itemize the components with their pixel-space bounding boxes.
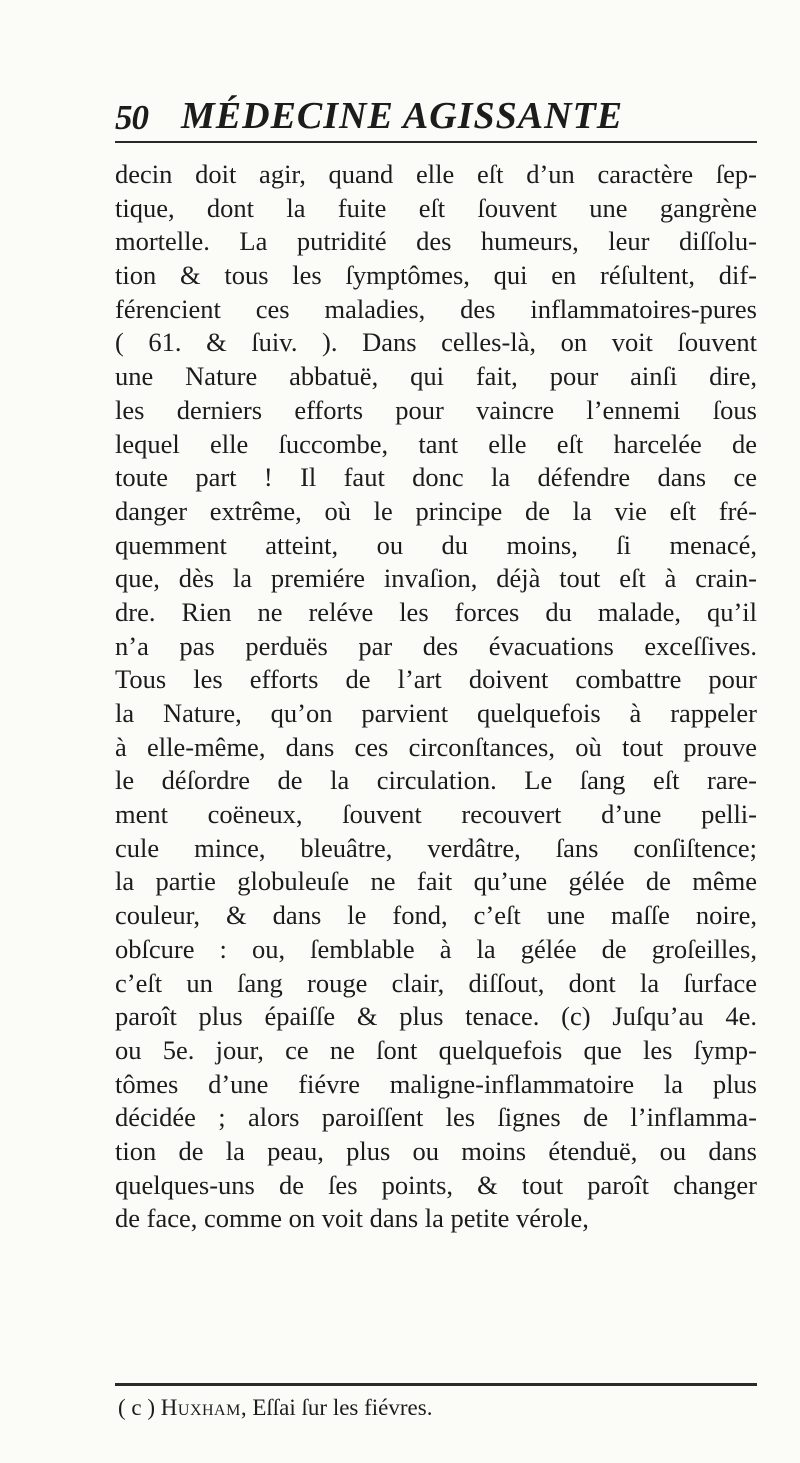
text-line: couleur, & dans le fond, c’eſt une maſſe noire, — [115, 900, 757, 931]
text-line: cule mince, bleuâtre, verdâtre, ſans conſiſtence; — [115, 832, 757, 863]
text-line: n’a pas perduës par des évacuations exceſſives. — [115, 630, 757, 661]
footnote-rule — [115, 1383, 757, 1386]
text-line: tion & tous les ſymptômes, qui en réſultent, dif- — [115, 260, 757, 291]
text-line: la partie globuleuſe ne fait qu’une gélée de même — [115, 866, 757, 897]
text-line: à elle-même, dans ces circonſtances, où tout prouve — [115, 731, 757, 762]
text-line: une Nature abbatuë, qui fait, pour ainſi dire, — [115, 361, 757, 392]
text-line: quelques-uns de ſes points, & tout paroît changer — [115, 1169, 757, 1200]
text-line: decin doit agir, quand elle eſt d’un caractère ſep- — [115, 159, 757, 189]
text-line: obſcure : ou, ſemblable à la gélée de groſeilles, — [115, 933, 757, 964]
text-line: de face, comme on voit dans la petite vérole, — [115, 1203, 589, 1234]
text-line: tômes d’une fiévre maligne-inflammatoire la plus — [115, 1068, 757, 1099]
text-line: ( 61. & ſuiv. ). Dans celles-là, on voit ſouvent — [115, 327, 757, 358]
running-title: MÉDECINE AGISSANTE — [181, 95, 624, 137]
footnote-author: Huxham — [160, 1395, 241, 1420]
page-header — [115, 95, 755, 142]
text-line: mortelle. La putridité des humeurs, leur diſſolu- — [115, 226, 757, 257]
text-line: tique, dont la fuite eſt ſouvent une gangrène — [115, 192, 757, 223]
footnote-text: , Eſſai ſur les fiévres. — [240, 1395, 433, 1420]
text-line: la Nature, qu’on parvient quelquefois à rappeler — [115, 698, 757, 728]
text-line: c’eſt un ſang rouge clair, diſſout, dont la ſurface — [115, 967, 757, 998]
text-line: quemment atteint, ou du moins, ſi menacé, — [115, 529, 757, 560]
text-line: que, dès la premiére invaſion, déjà tout eſt à crain- — [115, 563, 757, 594]
text-line: paroît plus épaiſſe & plus tenace. (c) Juſqu’au 4e. — [115, 1001, 757, 1032]
text-line: férencient ces maladies, des inflammatoires-pures — [115, 293, 757, 324]
text-line: danger extrême, où le principe de la vie eſt fré- — [115, 495, 757, 526]
footnote-marker: ( c ) — [118, 1395, 156, 1420]
text-line: le déſordre de la circulation. Le ſang eſt rare- — [115, 765, 757, 796]
text-line: tion de la peau, plus ou moins étenduë, ou dans — [115, 1135, 757, 1166]
text-line: lequel elle ſuccombe, tant elle eſt harcelée de — [115, 428, 757, 459]
text-line: Tous les efforts de l’art doivent combattre pour — [115, 664, 757, 695]
page-number: 50 — [115, 98, 148, 137]
text-line: les derniers efforts pour vaincre l’ennemi ſous — [115, 394, 757, 425]
header-rule — [115, 141, 757, 143]
body-text — [115, 158, 757, 1236]
footnote — [118, 1393, 758, 1423]
text-line: toute part ! Il faut donc la défendre dans ce — [115, 462, 757, 493]
text-line: ou 5e. jour, ce ne ſont quelquefois que les ſymp- — [115, 1034, 757, 1065]
text-line: décidée ; alors paroiſſent les ſignes de l’inflamma- — [115, 1102, 757, 1133]
text-line: dre. Rien ne reléve les forces du malade, qu’il — [115, 596, 757, 627]
text-line: ment coëneux, ſouvent recouvert d’une pelli- — [115, 799, 757, 830]
